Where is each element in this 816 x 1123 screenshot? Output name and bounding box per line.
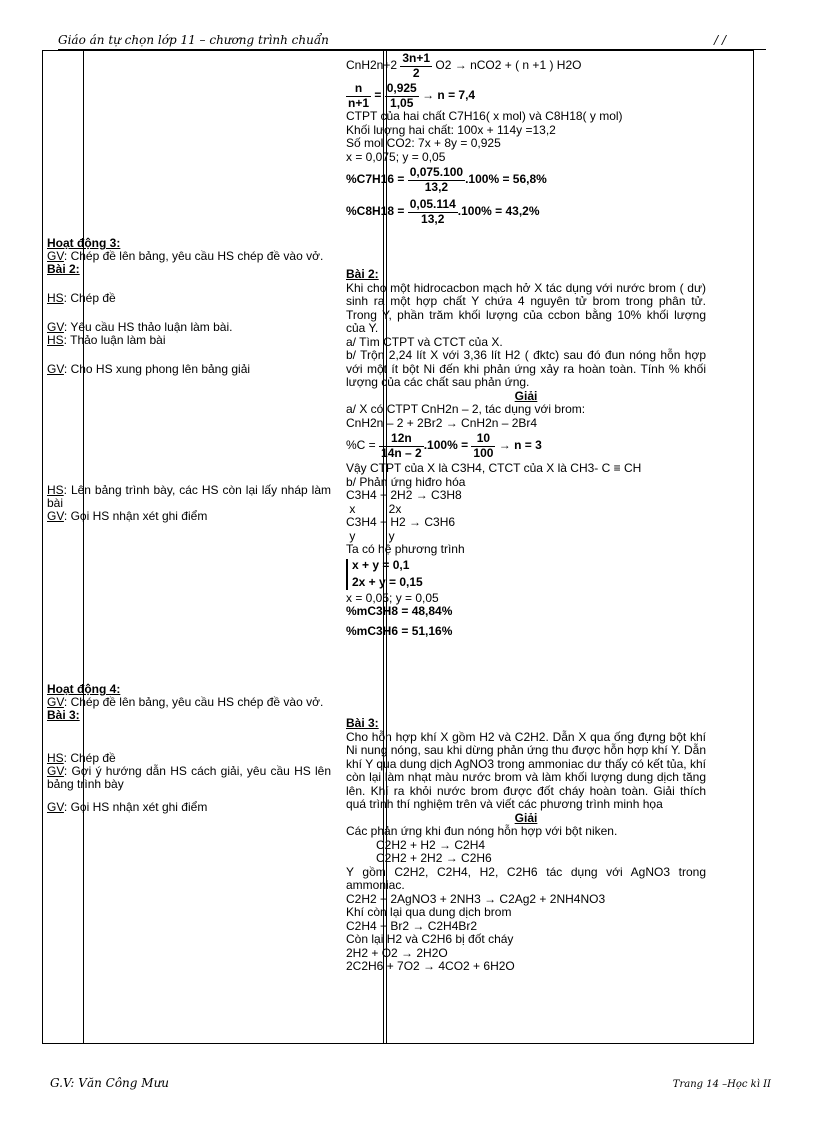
text-line: C2H2 + H2 → C2H4 — [376, 837, 486, 852]
ratio-equation: $\frac{n}{n+1}$ = $\frac{0,925}{1,05}$ → n = 7,4 — [348, 81, 476, 110]
solution-title: Giải — [514, 388, 538, 403]
text-line: Số mol CO2: 7x + 8y = 0,925 — [346, 136, 501, 150]
step-text: : Cho HS xung phong lên bảng giải — [63, 362, 251, 376]
step-text: : Gợi ý hướng dẫn HS cách giải, yêu cầu HS lên bảng trình bày — [47, 764, 331, 791]
percent-c7h16: %C7H16 = $\frac{0,075.100}{13,2}$ .100% = 56,8% — [346, 165, 547, 194]
page-header — [58, 33, 766, 50]
combustion-equation: CnH2n+2 $\frac{3n+1}{2}$ O2 → nCO2 + ( n +1 ) H2O — [346, 51, 582, 80]
student-label: HS — [47, 483, 64, 497]
text-line: C2H4 + Br2 → C2H4Br2 — [346, 918, 478, 933]
equation-system: x + y = 0,1 2x + y = 0,15 — [346, 559, 706, 590]
solution-title: Giải — [514, 810, 538, 825]
teacher-label: GV — [47, 800, 64, 814]
teacher-label: GV — [47, 362, 64, 376]
text-line: x = 0,05; y = 0,05 — [346, 590, 439, 605]
text-line: a/ X có CTPT CnH2n – 2, tác dụng với brom: — [346, 402, 586, 416]
bai2-question-b: b/ Trộn 2,24 lít X với 3,36 lít H2 ( đktc) sau đó đun nóng hỗn hợp với một ít bột Ni đến khi phản ứng xảy ra hoàn toàn. Tính % khối lượng của các chất sau phản ứng. — [346, 348, 706, 389]
text-line: 2H2 + O2 → 2H2O — [346, 945, 448, 960]
student-label: HS — [47, 751, 64, 765]
bai3-title: Bài 3: — [346, 716, 379, 730]
percent-c-equation: %C = $\frac{12n}{14n - 2}$ .100% = $\frac{10}{100}$ → n = 3 — [346, 431, 542, 460]
footer-author: G.V: Văn Công Mưu — [50, 1076, 170, 1090]
text-line: C2H2 + 2AgNO3 + 2NH3 → C2Ag2 + 2NH4NO3 — [346, 891, 606, 906]
bai2-text: Khi cho một hidrocacbon mạch hở X tác dụng với nước brom ( dư) sinh ra một hợp chất Y chứa 4 nguyên tử brom trong phân tử. Trong Y, phần trăm khối lượng của ccbon bằng 10% khối lượng của Y. — [346, 280, 706, 335]
solution-bai1 — [346, 52, 706, 226]
step-text: : Gọi HS nhận xét ghi điểm — [63, 800, 208, 814]
column-divider — [83, 51, 84, 1043]
text-line: Các phản ứng khi đun nóng hỗn hợp với bột niken. — [346, 824, 618, 838]
text-line: x = 0,075; y = 0,05 — [346, 149, 446, 164]
text-line: CTPT của hai chất C7H16( x mol) và C8H18( y mol) — [346, 109, 623, 123]
step-text: : Chép đề lên bảng, yêu cầu HS chép đề vào vở. — [63, 249, 324, 263]
text-line: Y gồm C2H2, C2H4, H2, C2H6 tác dụng với AgNO3 trong ammoniac. — [346, 864, 706, 892]
teacher-label: GV — [47, 249, 64, 263]
footer-page: Trang 14 –Học kì II — [672, 1079, 771, 1090]
bai3-block — [346, 717, 706, 974]
mass-percent-1: %mC3H8 = 48,84% — [346, 604, 453, 618]
text-line: C3H4 + H2 → C3H6 — [346, 515, 456, 529]
text-line: x 2x — [346, 501, 402, 516]
step-text: : Chép đề — [63, 291, 116, 305]
text-line: Ta có hệ phương trình — [346, 542, 465, 556]
step-text: : Yêu cầu HS thảo luận làm bài. — [63, 320, 233, 334]
bai3-text: Cho hỗn hợp khí X gồm H2 và C2H2. Dẫn X qua ống đựng bột khí Ni nung nóng, sau khi dừng phản ứng thu được hỗn hợp khí Y. Dẫn khí Y qua dung dịch AgNO3 trong ammoniac dư thấy có kết tủa, khí còn lại làm nhạt màu nước brom và làm khối lượng dung dịch tăng lên. Khí ra khỏi nước brom được đốt cháy hoàn toàn. Giải thích quá trình thí nghiệm trên và viết các phương trình minh họa — [346, 729, 706, 811]
step-text: : Chép đề — [63, 751, 116, 765]
text-line: CnH2n – 2 + 2Br2 → CnH2n – 2Br4 — [346, 415, 538, 430]
text-line: C2H2 + 2H2 → C2H6 — [376, 851, 492, 865]
text-line: y y — [346, 528, 395, 543]
step-text: : Lên bảng trình bày, các HS còn lại lấy nháp làm bài — [47, 483, 331, 510]
text-line: Vậy CTPT của X là C3H4, CTCT của X là CH3- C ≡ CH — [346, 461, 642, 475]
teacher-label: GV — [47, 764, 64, 778]
text-line: C3H4 + 2H2 → C3H8 — [346, 488, 462, 502]
student-label: HS — [47, 291, 64, 305]
exercise-label: Bài 2: — [47, 262, 80, 276]
activity-4 — [47, 683, 331, 814]
step-text: : Gọi HS nhận xét ghi điểm — [63, 509, 208, 523]
step-text: : Thảo luận làm bài — [63, 333, 166, 347]
text-line: b/ Phản ứng hiđro hóa — [346, 474, 466, 489]
student-label: HS — [47, 333, 64, 347]
activity-3-title: Hoạt động 3: — [47, 236, 121, 250]
bai2-title: Bài 2: — [346, 267, 379, 281]
text-line: 2C2H6 + 7O2 → 4CO2 + 6H2O — [346, 959, 515, 973]
text-line: Khí còn lại qua dung dịch brom — [346, 905, 512, 919]
activity-3-cont — [47, 484, 331, 523]
exercise-label: Bài 3: — [47, 708, 80, 722]
activity-3 — [47, 237, 331, 376]
text-line: Khối lượng hai chất: 100x + 114y =13,2 — [346, 122, 556, 137]
percent-c8h18: %C8H18 = $\frac{0,05.114}{13,2}$ .100% = 43,2% — [346, 197, 540, 226]
activity-4-title: Hoạt động 4: — [47, 682, 121, 696]
text-line: Còn lại H2 và C2H6 bị đốt cháy — [346, 932, 514, 946]
header-title: Giáo án tự chọn lớp 11 – chương trình chuẩn — [58, 33, 329, 47]
teacher-label: GV — [47, 320, 64, 334]
bai2-question-a: a/ Tìm CTPT và CTCT của X. — [346, 334, 503, 349]
header-date: / / — [714, 33, 726, 47]
teacher-label: GV — [47, 509, 64, 523]
mass-percent-2: %mC3H6 = 51,16% — [346, 623, 453, 638]
teacher-label: GV — [47, 695, 64, 709]
bai2-block — [346, 268, 706, 638]
step-text: : Chép đề lên bảng, yêu cầu HS chép đề vào vở. — [63, 695, 324, 709]
